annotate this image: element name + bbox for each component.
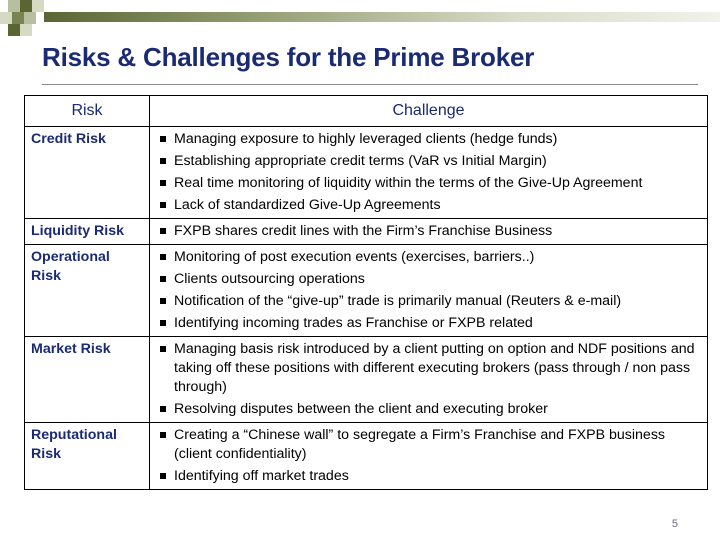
deco-square [32,0,44,12]
challenge-item [156,196,701,215]
square-bullet-icon [160,202,166,208]
challenge-item [156,270,701,289]
risk-name: Operational Risk [25,245,150,337]
challenge-text: Managing exposure to highly leveraged clients (hedge funds) [174,131,558,147]
challenge-cell [150,127,708,219]
risk-table [24,95,708,490]
challenge-item [156,467,701,486]
challenge-list [156,340,701,419]
header-risk: Risk [25,96,150,127]
deco-square [8,0,20,12]
challenge-item [156,340,701,397]
deco-square [20,24,32,36]
challenge-item [156,222,701,241]
challenge-text: FXPB shares credit lines with the Firm’s Franchise Business [174,223,553,239]
square-bullet-icon [160,346,166,352]
challenge-text: Identifying incoming trades as Franchise or FXPB related [174,315,533,331]
risk-name: Reputational Risk [25,423,150,490]
challenge-list [156,248,701,333]
challenge-text: Monitoring of post execution events (exercises, barriers..) [174,249,535,265]
risk-name: Liquidity Risk [25,219,150,245]
table-row [25,127,708,219]
challenge-cell [150,423,708,490]
square-bullet-icon [160,432,166,438]
challenge-text: Lack of standardized Give-Up Agreements [174,197,441,213]
challenge-item [156,292,701,311]
challenge-text: Creating a “Chinese wall” to segregate a Firm’s Franchise and FXPB business (client confidentiality) [174,427,666,462]
square-bullet-icon [160,406,166,412]
deco-square [8,24,20,36]
table-row [25,245,708,337]
risk-name: Market Risk [25,337,150,423]
challenge-item [156,174,701,193]
table-row [25,337,708,423]
square-bullet-icon [160,180,166,186]
challenge-list [156,130,701,215]
slide-title: Risks & Challenges for the Prime Broker [42,42,535,72]
challenge-cell [150,219,708,245]
table-header-row [25,96,708,127]
challenge-item [156,426,701,464]
challenge-list [156,426,701,486]
challenge-text: Clients outsourcing operations [174,271,365,287]
challenge-item [156,314,701,333]
deco-square [12,12,24,24]
challenge-item [156,248,701,267]
challenge-text: Resolving disputes between the client and executing broker [174,401,548,417]
challenge-item [156,152,701,171]
square-bullet-icon [160,254,166,260]
deco-square [0,12,12,24]
challenge-cell [150,337,708,423]
table-row [25,219,708,245]
square-bullet-icon [160,136,166,142]
square-bullet-icon [160,276,166,282]
challenge-text: Notification of the “give-up” trade is primarily manual (Reuters & e-mail) [174,293,622,309]
square-bullet-icon [160,298,166,304]
challenge-text: Real time monitoring of liquidity within the terms of the Give-Up Agreement [174,175,643,191]
challenge-list [156,222,701,241]
page-number: 5 [671,518,678,530]
challenge-text: Establishing appropriate credit terms (VaR vs Initial Margin) [174,153,547,169]
title-divider [42,84,698,85]
table-row [25,423,708,490]
deco-square [24,12,36,24]
risk-name: Credit Risk [25,127,150,219]
top-gradient-band [44,12,720,22]
square-bullet-icon [160,320,166,326]
challenge-text: Identifying off market trades [174,468,349,484]
square-bullet-icon [160,228,166,234]
square-bullet-icon [160,158,166,164]
square-bullet-icon [160,473,166,479]
challenge-cell [150,245,708,337]
challenge-item [156,130,701,149]
challenge-item [156,400,701,419]
deco-square [20,0,32,12]
challenge-text: Managing basis risk introduced by a client putting on option and NDF positions and taking off these positions with different executing brokers (pass through / non pass through) [174,341,695,395]
header-challenge: Challenge [150,96,708,127]
